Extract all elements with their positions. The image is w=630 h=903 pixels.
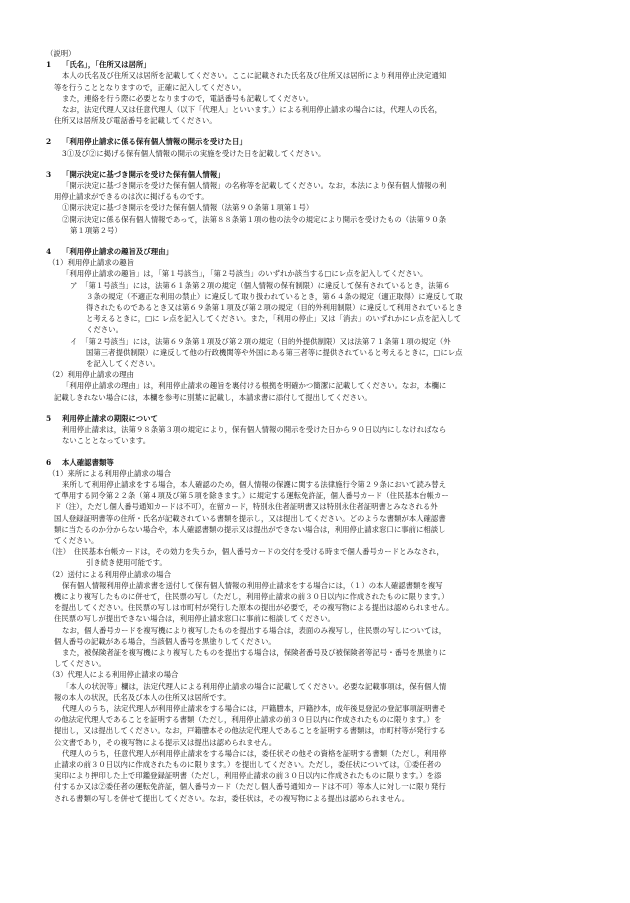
- section-3: [46, 169, 590, 236]
- section-2-title: 「利用停止請求に係る保有個人情報の開示を受けた日」: [62, 137, 247, 147]
- section-3-line: 第１項第２号）: [70, 225, 122, 235]
- section-6-sub2-line: を提出してください。住民票の写しは市町村が発行した原本の提出が必要で，その複写物による提出は認められません。: [54, 603, 454, 613]
- section-6-sub2-line: なお，個人番号カードを複写機により複写したものを提出する場合は，表面のみ複写し，住民票の写しについては，: [62, 625, 447, 635]
- section-2: [46, 136, 590, 158]
- section-1-line: なお，法定代理人又は任意代理人（以下「代理人」といいます。）による利用停止請求の場合には，代理人の氏名，: [62, 105, 443, 115]
- section-6-sub3-line: 公文書であり，その複写物による提示又は提出は認められません。: [54, 737, 277, 747]
- section-4-number: 4: [46, 247, 52, 257]
- section-4-sub1-line: を記入してください。: [86, 359, 160, 369]
- section-4-sub2-title: （2）利用停止請求の理由: [48, 370, 135, 380]
- section-6-sub2-line: 機により複写したものに併せて，住民票の写し（ただし，利用停止請求の前３０日以内に作成されたものに限ります。）: [54, 591, 449, 601]
- section-5-title: 利用停止請求の期限について: [62, 413, 158, 423]
- section-6-sub2-line: 個人番号の記載がある場合，当該個人番号を黒塗りしてください。: [54, 636, 276, 646]
- section-4-title: 「利用停止請求の趣旨及び理由」: [62, 247, 173, 257]
- section-6-sub3-line: される書類の写しを併せて提出してください。なお，委任状は，その複写物による提出は認められません。: [54, 793, 410, 803]
- section-6-sub1-line: 国人登録証明書等の住所・氏名が記載されている書類を提示し，又は提出してください。どのような書類が本人確認書: [54, 513, 446, 523]
- section-6-sub3-line: 代理人のうち，法定代理人が利用停止請求をする場合には，戸籍謄本，戸籍抄本，成年後見登記の登記事項証明書そ: [62, 703, 447, 713]
- section-2-line: 3①及び②に掲げる保有個人情報の開示の実施を受けた日を記載してください。: [62, 148, 326, 158]
- section-6-note-label: （注）: [48, 547, 67, 557]
- section-6-sub3-line: 「本人の状況等」欄は，法定代理人による利用停止請求の場合に記載してください。必要な記載事項は，保有個人情: [62, 681, 447, 691]
- section-3-heading: [46, 169, 590, 180]
- section-4-sub1-line: 国第三者提供制限）に違反して他の行政機関等や外国にある第三者等に提供されていると考えるときに，□にレ点: [86, 347, 463, 357]
- section-2-number: 2: [46, 137, 52, 147]
- section-6-sub3-line: 提出し，又は提出してください。なお，戸籍謄本その他法定代理人であることを証明する書類は，市町村等が発行する: [54, 726, 446, 736]
- section-1-line: 本人の氏名及び住所又は居所を記載してください。ここに記載された氏名及び住所又は居所により利用停止決定通知: [62, 71, 447, 81]
- section-6-sub3-title: （3）代理人による利用停止請求の場合: [48, 670, 179, 680]
- section-1-line: 等を行うこととなりますので，正確に記入してください。: [54, 82, 247, 92]
- section-6-sub3-line: 報の本人の状況，氏名及び本人の住所又は居所です。: [54, 692, 231, 702]
- section-1-heading: [46, 59, 590, 70]
- section-4: [46, 246, 590, 403]
- section-2-heading: [46, 136, 590, 147]
- section-6-sub2-line: 住民票の写しが提出できない場合は，利用停止請求窓口に事前に相談してください。: [54, 614, 335, 624]
- section-3-number: 3: [46, 169, 52, 179]
- section-6-sub2-title: （2）送付による利用停止請求の場合: [48, 569, 171, 579]
- section-5-heading: [46, 413, 590, 424]
- explanation-heading: （説明）: [46, 49, 76, 58]
- section-3-title: 「開示決定に基づき開示を受けた保有個人情報」: [62, 169, 225, 179]
- section-4-sub1-line: ３条の規定（不適正な利用の禁止）に違反して取り扱われているとき，第６４条の規定（適正取得）に違反して取: [86, 291, 463, 301]
- section-6-sub1-line: ド（注），ただし個人番号通知カードは不可），在留カード，特別永住者証明書又は特別永住者証明書とみなされる外: [54, 502, 438, 512]
- section-1-line: また，連絡を行う際に必要となりますので，電話番号も記載してください。: [62, 93, 314, 103]
- section-4-sub1-line: ください。: [86, 325, 123, 335]
- section-6-title: 本人確認書類等: [62, 457, 114, 467]
- section-6-sub3-line: 止請求の前３０日以内に作成されたものに限ります。）を提出してください。ただし，委任状については，①委任者の: [54, 759, 442, 769]
- section-1-line: 住所又は居所及び電話番号を記載してください。: [54, 116, 217, 126]
- section-6-sub1-line: てください。: [54, 535, 99, 545]
- section-1-number: 1: [46, 60, 52, 70]
- section-3-line: ②開示決定に係る保有個人情報であって，法第８８条第１項の他の法令の規定により開示を受けたもの（法第９０条: [62, 214, 447, 224]
- section-3-line: 用停止請求ができるのは次に掲げるものです。: [54, 192, 209, 202]
- section-6-heading: [46, 457, 590, 468]
- section-4-heading: [46, 246, 590, 257]
- section-6-number: 6: [46, 457, 52, 467]
- section-6-sub3-line: 付するか又は②委任者の運転免許証，個人番号カード（ただし個人番号通知カードは不可）等本人に対し一に限り発行: [54, 782, 446, 792]
- section-4-sub2-line: 「利用停止請求の理由」は，利用停止請求の趣旨を裏付ける根拠を明確かつ簡潔に記載してください。なお，本欄に: [62, 381, 447, 391]
- section-6-sub1-title: （1）来所による利用停止請求の場合: [48, 468, 171, 478]
- section-6-sub2-line: 保有個人情報利用停止請求書を送付して保有個人情報の利用停止請求をする場合には，（１）の本人確認書類を複写: [62, 580, 443, 590]
- section-6-note-line: 引き続き使用可能です。: [86, 558, 167, 568]
- section-6-sub1-line: 来所して利用停止請求をする場合，本人確認のため，個人情報の保護に関する法律施行令第２９条において読み替え: [62, 479, 447, 489]
- section-4-sub1-line: 「利用停止請求の趣旨」は，「第１号該当」，「第２号該当」のいずれか該当する□にレ点を記入してください。: [62, 269, 428, 279]
- section-3-line: 「開示決定に基づき開示を受けた保有個人情報」の名称等を記載してください。なお，本法により保有個人情報の利: [62, 181, 447, 191]
- section-6-note-line: 住民基本台帳カードは，その効力を失うか，個人番号カードの交付を受ける時まで個人番号カードとみなされ，: [73, 547, 444, 557]
- section-6-note: [46, 546, 590, 557]
- section-6-sub1-line: 類に当たるのか分からない場合や，本人確認書類の提示又は提出ができない場合は，利用停止請求窓口に事前に相談し: [54, 524, 446, 534]
- section-6-sub2-line: また，被保険者証を複写機により複写したものを提出する場合は，保険者番号及び被保険者等記号・番号を黒塗りに: [62, 647, 447, 657]
- section-1-title: 「氏名」，「住所又は居所」: [62, 60, 151, 70]
- section-4-sub2-line: 記載しきれない場合には，本欄を参考に別葉に記載し，本請求書に添付して提出してください。: [54, 392, 372, 402]
- section-6-sub3-line: 代理人のうち，任意代理人が利用停止請求をする場合には，委任状その他その資格を証明する書類（ただし，利用停: [62, 748, 447, 758]
- section-4-sub1-line: と考えるときに，□に レ点を記入してください。また，「利用の停止」又は「消去」のいずれかにレ点を記入して: [86, 314, 462, 324]
- section-4-sub1-title: （1）利用停止請求の趣旨: [48, 258, 135, 268]
- section-5-line: ないこととなっています。: [62, 436, 151, 446]
- section-6-sub3-line: 実印により押印した上で印鑑登録証明書（ただし，利用停止請求の前３０日以内に作成されたものに限ります。）を添: [54, 771, 442, 781]
- section-4-sub1-line: 得されたものであるとき又は第６９条第１項及び第２項の規定（目的外利用制限）に違反して利用されているとき: [86, 303, 463, 313]
- section-5-number: 5: [46, 413, 52, 423]
- section-6-sub1-line: て準用する同令第２２条（第４項及び第５項を除きます。）に規定する運転免許証，個人番号カード（住民基本台帳カー: [54, 491, 449, 501]
- section-6-sub3-line: の他法定代理人であることを証明する書類（ただし，利用停止請求の前３０日以内に作成されたものに限ります。）を: [54, 715, 442, 725]
- section-6: [46, 457, 590, 804]
- section-5: [46, 413, 590, 447]
- section-6-sub2-line: してください。: [54, 659, 106, 669]
- section-4-sub1-line: ア 「第１号該当」には，法第６１条第２項の規定（個人情報の保有制限）に違反して保有されているとき，法第６: [70, 280, 451, 290]
- section-4-sub1-line: イ 「第２号該当」には，法第６９条第１項及び第２項の規定（目的外提供制限）又は法第７１条第１項の規定（外: [70, 336, 451, 346]
- section-3-line: ①開示決定に基づき開示を受けた保有個人情報（法第９０条第１項第１号）: [62, 203, 314, 213]
- section-5-line: 利用停止請求は，法第９８条第３項の規定により，保有個人情報の開示を受けた日から９０日以内にしなければなら: [62, 425, 447, 435]
- section-1: [46, 59, 590, 126]
